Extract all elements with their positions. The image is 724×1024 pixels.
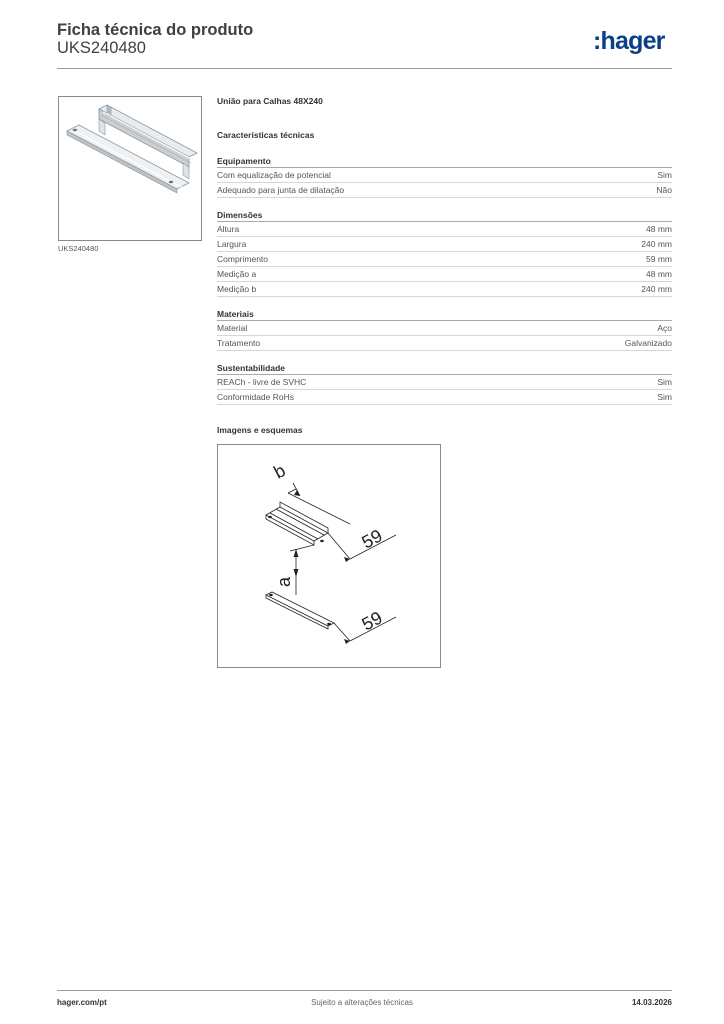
spec-label: Largura [217, 239, 247, 249]
label-b: b [270, 460, 289, 483]
spec-value: Não [656, 185, 672, 195]
spec-value: Sim [657, 170, 672, 180]
photo-caption: UKS240480 [58, 244, 99, 253]
spec-label: Altura [217, 224, 240, 234]
label-59-bottom: 59 [358, 607, 386, 635]
label-59-top: 59 [358, 525, 386, 553]
footer-date: 14.03.2026 [631, 998, 672, 1007]
footer-divider [57, 990, 672, 991]
images-schemes-title: Imagens e esquemas [217, 425, 303, 435]
spec-label: Medição b [217, 284, 257, 294]
spec-label: Conformidade RoHs [217, 392, 295, 402]
section-dimensoes [217, 210, 672, 297]
spec-value: 240 mm [641, 239, 672, 249]
specifications [217, 96, 672, 417]
footer-website[interactable]: hager.com/pt [57, 998, 107, 1007]
product-name: União para Calhas 48X240 [217, 96, 323, 106]
document-title: Ficha técnica do produto [57, 21, 254, 39]
spec-value: 48 mm [646, 224, 672, 234]
section-materiais [217, 309, 672, 351]
spec-row [217, 267, 672, 282]
spec-label: REACh - livre de SVHC [217, 377, 307, 387]
spec-value: 59 mm [646, 254, 672, 264]
spec-value: Sim [657, 377, 672, 387]
spec-row [217, 168, 672, 183]
spec-row [217, 321, 672, 336]
header-divider [57, 68, 672, 69]
spec-row [217, 390, 672, 405]
technical-drawing [217, 444, 441, 668]
dimension-diagram [218, 445, 440, 667]
spec-label: Com equalização de potencial [217, 170, 331, 180]
label-a: a [274, 576, 294, 587]
logo-text: :hager [593, 27, 665, 55]
spec-label: Medição a [217, 269, 257, 279]
spec-row [217, 282, 672, 297]
section-title: Materiais [217, 309, 672, 321]
section-title: Sustentabilidade [217, 363, 672, 375]
product-photo [58, 96, 202, 241]
spec-value: Sim [657, 392, 672, 402]
product-code-heading: UKS240480 [57, 39, 146, 57]
spec-value: Galvanizado [624, 338, 672, 348]
spec-row [217, 183, 672, 198]
spec-row [217, 237, 672, 252]
spec-row [217, 222, 672, 237]
hager-logo [593, 27, 675, 57]
product-illustration [59, 97, 201, 240]
section-sustentabilidade [217, 363, 672, 405]
spec-label: Tratamento [217, 338, 261, 348]
spec-label: Material [217, 323, 248, 333]
technical-characteristics-title: Características técnicas [217, 130, 315, 140]
spec-row [217, 336, 672, 351]
footer-notice: Sujeito a alterações técnicas [311, 998, 413, 1007]
spec-label: Comprimento [217, 254, 269, 264]
section-equipamento [217, 156, 672, 198]
spec-row [217, 375, 672, 390]
spec-value: Aço [657, 323, 672, 333]
spec-value: 240 mm [641, 284, 672, 294]
spec-row [217, 252, 672, 267]
section-title: Equipamento [217, 156, 672, 168]
section-title: Dimensões [217, 210, 672, 222]
spec-label: Adequado para junta de dilatação [217, 185, 345, 195]
spec-value: 48 mm [646, 269, 672, 279]
